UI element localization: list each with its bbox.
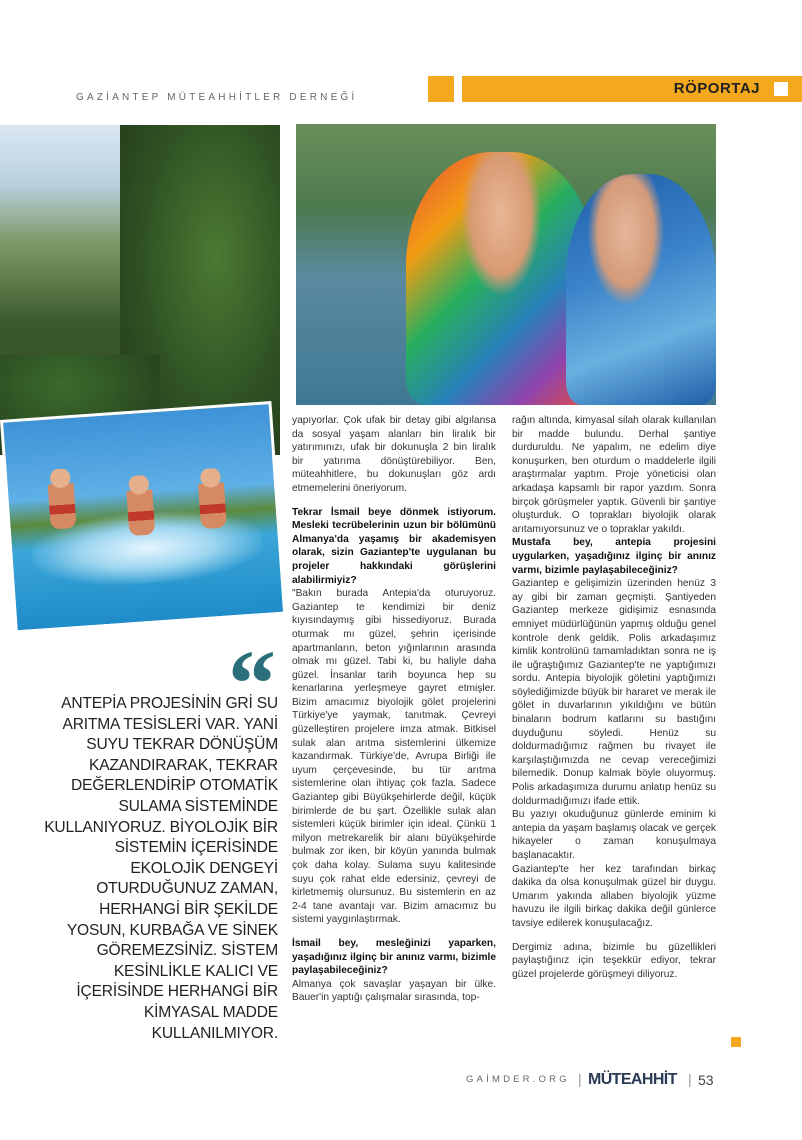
section-label: RÖPORTAJ [673,80,760,97]
interview-question: İsmail bey, mesleğinizi yaparken, yaşadığınız ilginç bir anınız varmı, bizimle paylaşabileceğiniz? [292,937,496,977]
footer-separator: | [688,1071,692,1087]
association-name: GAZİANTEP MÜTEAHHİTLER DERNEĞİ [76,92,358,103]
footer-separator: | [578,1071,582,1087]
paragraph: rağın altında, kimyasal silah olarak kullanılan bir madde bulundu. Derhal şantiye durduruldu. Ne yapalım, ne edelim diye konuşurken, ben oturdum o maddelerle ilgili araştırmalar yaptım. Proje yöneticisi olan arkadaşa kapsamlı bir rapor yazdım. Sonra birçok görüşmeler yaptık. Güvenli bir şantiye oluşturduk. O toprakları biyolojik olarak arıtamıyorsunuz ve o topraklar yakıldı. [512,415,716,535]
pool-jump-photo [0,401,286,633]
interview-question: Mustafa bey, antepia projesini uygularken, yaşadığınız ilginç bir anınız varmı, bizimle paylaşabileceğiniz? [512,537,716,576]
girls-towels-photo [296,124,716,405]
header-accent-square [428,76,454,102]
paragraph: Bu yazıyı okuduğunuz günlerde eminim ki antepia da yaşam başlamış olacak ve gerçek hikayeler o zaman konuşulmaya başlanacaktır. [512,809,716,861]
footer-website: GAİMDER.ORG [466,1074,570,1085]
section-banner [462,76,802,102]
quote-mark-icon: “ [228,630,276,737]
paragraph: Gaziantep e gelişimizin üzerinden henüz 3 ay gibi bir zaman geçmişti. Şantiyeden Gaziantep merkeze gidişimiz esnasında emniyet müdürlüğünün yapmış olduğu genel kontrole denk geldik. Polis arkadaşımız kimlik kontrolünü tamamladıktan sonra ne iş ile uğraştığımız Gaziantep'te ne yaptığımızı sordu. Antepia biyolojik göletini yaptığımızı söylediğimizde büyük bir hararet ve merak ile gölet in duvarlarının yıkıldığını ve bütün binaların bodrum katlarını su bastığını duyduğunu söyledi. Henüz su doldurmadığımız rağmen bu rivayet ile karşılaştığımızda ne cevap vereceğimizi bilemedik. Donup kalmak böyle oluyormuş. Polis arkadaşımıza durumu anlatıp henüz su doldurmadığımızı ifade ettik. [512,578,716,807]
end-mark-icon [731,1037,741,1047]
magazine-logo: MÜTEAHHİT [588,1071,677,1088]
pull-quote: ANTEPİA PROJESİNİN GRİ SU ARITMA TESİSLERİ VAR. YANİ SUYU TEKRAR DÖNÜŞÜM KAZANDIRARAK, TEKRAR DEĞERLENDİRİP OTOMATİK SULAMA SİSTEMİNDE KULLANIYORUZ. BİYOLOJİK BİR SİSTEMİN İÇERİSİNDE EKOLOJİK DENGEYİ OTURDUĞUNUZ ZAMAN, HERHANGİ BİR ŞEKİLDE YOSUN, KURBAĞA VE SİNEK GÖREMEZSİNİZ. SİSTEM KESİNLİKLE KALICI VE İÇERİSİNDE HERHANGİ BİR KİMYASAL MADDE KULLANILMIYOR. [44,695,278,1042]
paragraph: yapıyorlar. Çok ufak bir detay gibi algılansa da sosyal yaşam alanları bin liralık bir yatırımınızı, ufak bir dokunuşla 2 bin liralık bir yatırıma dönüştürebiliyor. Ben, müteahhitlere, bu dokunuşları göz ardı etmemelerini öneriyorum. [292,415,496,494]
paragraph: Almanya çok savaşlar yaşayan bir ülke. Bauer'in yaptığı çalışmalar sırasında, top- [292,978,496,1004]
paragraph: Gaziantep'te her kez tarafından birkaç dakika da olsa konuşulmak güzel bir duygu. Umarım yakında allaben biyolojik yüzme havuzu ile ilgili birkaç dakika değil günlerce tavsiye edilerek konuşulacağız. [512,863,716,929]
paragraph: Dergimiz adına, bizimle bu güzellikleri paylaştığınız için teşekkür ediyor, tekrar güzel projelerde görüşmeyi diliyoruz. [512,941,716,980]
interview-question: Tekrar İsmail beye dönmek istiyorum. Mesleki tecrübelerinin uzun bir bölümünü Almanya'da yaşamış bir akademisyen olarak, sizin Gaziantep'te uygulanan bu projeler hakkındaki görüşlerini alabilirmiyiz? [292,506,496,586]
page-number: 53 [698,1072,714,1088]
article-column-1 [292,414,496,1005]
article-column-2 [512,414,716,981]
section-box-icon [774,82,788,96]
paragraph: "Bakın burada Antepia'da oturuyoruz. Gaziantep te kendimizi bir deniz kıyısındaymış gibi hissediyoruz. Burada oturmak mı güzel, şehrin içerisinde apartmanların, beton yığınlarının arasında olmak mı güzel. Tabi ki, bu haliyle daha güzel. İnsanlar tarih boyunca hep su kenarlarına yerleşmeye gayret etmişler. Bizim amacımız biyolojik gölet projelerini Türkiye'ye yaymak, tanıtmak. Çevreyi güzelleştiren projelere imza atmak. Bitkisel sulak alan arıtma sistemlerini ülkemize kazandırmak. Türkiye'de, Avrupa Birliği ile uyum çerçevesinde, bu tür arıtma sistemlerine olan ihtiyaç çok fazla. Sadece Gaziantep gibi Büyükşehirlerde değil, küçük birimlerde de bu şart. Özellikle sulak alan sistemleri küçük birimler için ideal. Çünkü 1 milyon metrekarelik bir alanı büyükşehirde bulmak zor iken, bir köyün yanında bulmak çok daha kolay. Sulama suyu kalitesinde suyu çok rahat elde edersiniz, çevreyi de kirletmemiş olursunuz. Bu sistemlerin en az 2-4 tane avantajı var. Bizim amacımız bu sistemi yaygınlaştırmak. [292,588,496,926]
